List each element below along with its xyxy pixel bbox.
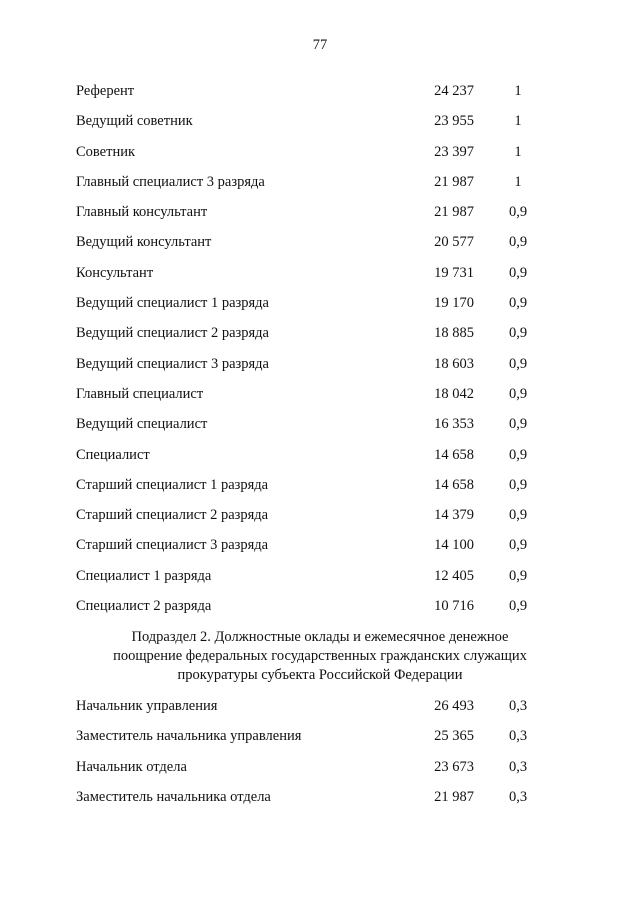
coefficient-value: 1 (514, 113, 522, 130)
page-number: 77 (312, 37, 328, 53)
table-row (76, 759, 556, 789)
salary-value: 21 987 (434, 173, 474, 190)
table-row (76, 416, 556, 446)
table-row (76, 113, 556, 143)
salary-value: 16 353 (434, 416, 474, 433)
salary-value: 23 673 (434, 758, 474, 775)
salary-value: 14 658 (434, 446, 474, 463)
coefficient-value: 1 (514, 173, 522, 190)
table-row (76, 568, 556, 598)
salary-value: 25 365 (434, 728, 474, 745)
salary-value: 14 379 (434, 507, 474, 524)
salary-value: 21 987 (434, 204, 474, 221)
salary-table-1 (76, 83, 556, 628)
salary-value: 12 405 (434, 567, 474, 584)
position-title: Ведущий специалист 3 разряда (76, 355, 269, 372)
salary-value: 21 987 (434, 788, 474, 805)
salary-value: 26 493 (434, 698, 474, 714)
section-heading-line: прокуратуры субъекта Российской Федерации (177, 667, 463, 683)
position-title: Специалист (76, 446, 150, 463)
salary-value: 20 577 (434, 234, 474, 251)
coefficient-value: 0,9 (508, 355, 528, 372)
position-title: Главный специалист 3 разряда (76, 173, 265, 190)
salary-value: 19 731 (434, 264, 474, 281)
position-title: Референт (76, 83, 135, 99)
salary-value: 24 237 (434, 83, 474, 99)
coefficient-value: 0,9 (508, 264, 528, 281)
coefficient-value: 0,9 (508, 234, 528, 251)
table-row (76, 204, 556, 234)
position-title: Ведущий специалист (76, 416, 208, 433)
table-row (76, 356, 556, 386)
position-title: Старший специалист 3 разряда (76, 537, 269, 554)
table-row (76, 698, 556, 728)
position-title: Специалист 2 разряда (76, 598, 212, 615)
table-row (76, 598, 556, 628)
position-title: Специалист 1 разряда (76, 567, 212, 584)
salary-value: 23 397 (434, 143, 474, 160)
salary-value: 19 170 (434, 295, 474, 312)
table-row (76, 144, 556, 174)
position-title: Советник (76, 143, 136, 160)
table-row (76, 174, 556, 204)
position-title: Начальник управления (76, 698, 218, 714)
salary-value: 18 042 (434, 385, 474, 402)
position-title: Главный специалист (76, 385, 204, 402)
salary-value: 14 658 (434, 476, 474, 493)
position-title: Заместитель начальника управления (76, 728, 302, 745)
salary-value: 18 885 (434, 325, 474, 342)
coefficient-value: 0,3 (508, 788, 528, 805)
table-row (76, 325, 556, 355)
coefficient-value: 0,9 (508, 446, 528, 463)
position-title: Старший специалист 2 разряда (76, 507, 269, 524)
table-row (76, 728, 556, 758)
section-heading (60, 628, 580, 685)
coefficient-value: 0,9 (508, 295, 528, 312)
position-title: Ведущий специалист 1 разряда (76, 295, 269, 312)
table-row (76, 295, 556, 325)
coefficient-value: 0,9 (508, 204, 528, 221)
position-title: Начальник отдела (76, 758, 187, 775)
table-row (76, 507, 556, 537)
coefficient-value: 1 (514, 83, 522, 99)
coefficient-value: 0,3 (508, 698, 528, 714)
coefficient-value: 0,9 (508, 567, 528, 584)
coefficient-value: 0,3 (508, 758, 528, 775)
position-title: Ведущий консультант (76, 234, 212, 251)
coefficient-value: 0,9 (508, 598, 528, 615)
table-row (76, 265, 556, 295)
table-row (76, 234, 556, 264)
position-title: Консультант (76, 264, 154, 281)
coefficient-value: 0,9 (508, 416, 528, 433)
coefficient-value: 0,9 (508, 507, 528, 524)
position-title: Главный консультант (76, 204, 208, 221)
coefficient-value: 0,3 (508, 728, 528, 745)
coefficient-value: 1 (514, 143, 522, 160)
table-row (76, 537, 556, 567)
position-title: Заместитель начальника отдела (76, 788, 271, 805)
table-row (76, 447, 556, 477)
table-row (76, 477, 556, 507)
coefficient-value: 0,9 (508, 476, 528, 493)
table-row (76, 83, 556, 113)
coefficient-value: 0,9 (508, 385, 528, 402)
position-title: Ведущий советник (76, 113, 193, 130)
salary-value: 18 603 (434, 355, 474, 372)
table-row (76, 386, 556, 416)
position-title: Старший специалист 1 разряда (76, 476, 269, 493)
salary-value: 10 716 (434, 598, 474, 615)
salary-value: 23 955 (434, 113, 474, 130)
position-title: Ведущий специалист 2 разряда (76, 325, 269, 342)
section-heading-line: поощрение федеральных государственных гражданских служащих (113, 648, 527, 664)
coefficient-value: 0,9 (508, 325, 528, 342)
salary-value: 14 100 (434, 537, 474, 554)
section-heading-line: Подраздел 2. Должностные оклады и ежемесячное денежное (131, 629, 509, 645)
salary-table-2 (76, 698, 556, 819)
table-row (76, 789, 556, 819)
coefficient-value: 0,9 (508, 537, 528, 554)
